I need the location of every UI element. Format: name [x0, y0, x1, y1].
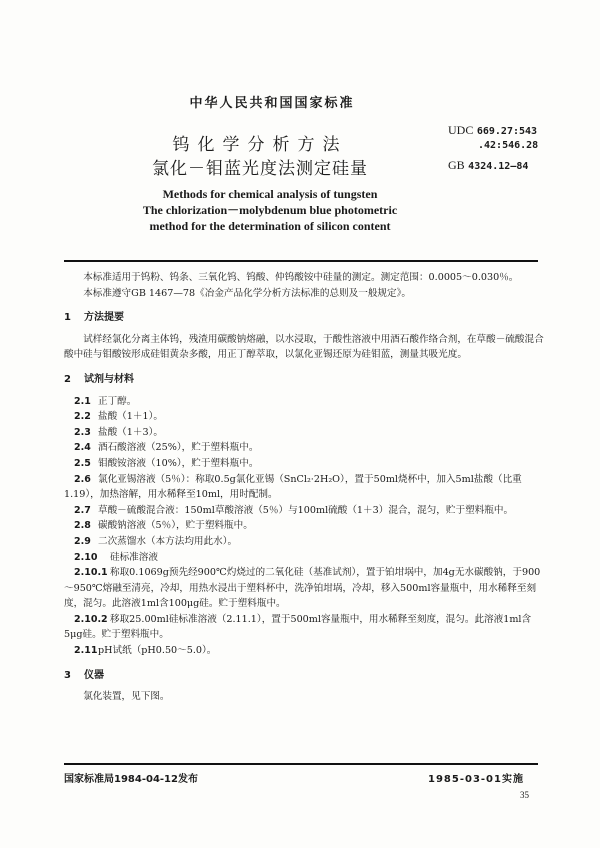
- udc-line-1: 669.27:543: [476, 126, 538, 137]
- list-item: 2.3 盐酸（1＋3）。: [74, 426, 163, 438]
- list-item: 2.10.1 称取0.1069g预先经900℃灼烧过的二氧化硅（基准试剂），置于铂坩埚中，加4g无水碳酸钠，于900～950℃熔融至清亮，冷却，用热水浸出于塑料杯中，洗净铂坩埚，冷却，移入500ml容量瓶中，用水稀释至刻度，混匀。此溶液1ml含100μg硅。贮于塑料瓶中。: [64, 567, 541, 610]
- list-item: 2.4 酒石酸溶液（25%），贮于塑料瓶中。: [74, 442, 259, 454]
- page-number: 35: [520, 790, 529, 800]
- title-line-2: 氯化－钼蓝光度法测定硅量: [152, 159, 368, 179]
- list-item: 2.1 正丁醇。: [74, 395, 137, 407]
- list-item: 2.10 硅标准溶液: [74, 551, 158, 563]
- udc-classification: [448, 123, 538, 153]
- list-item: 2.11pH试纸（pH0.50～5.0）。: [74, 645, 217, 657]
- footer-divider: [64, 763, 538, 765]
- section-heading-2: 2 试剂与材料: [64, 373, 134, 385]
- english-title: [60, 186, 480, 234]
- section-heading-3: 3 仪器: [64, 669, 104, 681]
- gb-label: GB: [448, 158, 465, 172]
- gb-number: [448, 158, 528, 173]
- header-divider: [64, 260, 538, 262]
- list-item: 2.2 盐酸（1＋1）。: [74, 411, 163, 423]
- document-body: [64, 270, 544, 705]
- list-item: 2.7 草酸－硫酸混合液：150ml草酸溶液（5％）与100ml硫酸（1＋3）混合，混匀，贮于塑料瓶中。: [74, 504, 514, 516]
- section-heading-1: 1 方法提要: [64, 312, 124, 324]
- intro-scope: 本标准适用于钨粉、钨条、三氧化钨、钨酸、仲钨酸铵中硅量的测定。测定范围：0.0005～0.030％。: [83, 272, 519, 283]
- udc-label: UDC: [448, 123, 474, 137]
- list-item: 2.10.2 移取25.00ml硅标准溶液（2.11.1），置于500ml容量瓶中，用水稀释至刻度，混匀。此溶液1ml含5μg硅。贮于塑料瓶中。: [64, 613, 532, 641]
- effective-date: 1985-03-01实施: [428, 774, 524, 785]
- english-title-line: Methods for chemical analysis of tungsten: [162, 187, 378, 201]
- issue-date: 国家标准局1984-04-12发布: [64, 774, 198, 785]
- section-1-text: 试样经氯化分离主体钨，残渣用碳酸钠熔融，以水浸取，于酸性溶液中用酒石酸作络合剂，在草酸－硫酸混合酸中硅与钼酸铵形成硅钼黄杂多酸，用正丁醇萃取，以氯化亚锡还原为硅钼蓝，测量其吸光度。: [64, 333, 544, 361]
- gb-number-value: 4324.12—84: [468, 161, 529, 172]
- section-3-text: 氯化装置，见下图。: [83, 691, 170, 703]
- list-item: 2.9 二次蒸馏水（本方法均用此水）。: [74, 535, 238, 547]
- list-item: 2.8 碳酸钠溶液（5％），贮于塑料瓶中。: [74, 520, 253, 532]
- list-item: 2.6 氯化亚锡溶液（5％）：称取0.5g氯化亚锡（SnCl₂·2H₂O），置于50ml烧杯中，加入5ml盐酸（比重1.19），加热溶解，用水稀释至10ml，用时配制。: [64, 473, 522, 501]
- english-title-line: The chlorization－molybdenum blue photometric: [142, 203, 398, 217]
- national-standard-heading: 中华人民共和国国家标准: [189, 96, 355, 111]
- intro-compliance: 本标准遵守GB 1467—78《冶金产品化学分析方法标准的总则及一般规定》。: [83, 287, 411, 299]
- udc-line-2: .42:546.28: [478, 140, 539, 151]
- list-item: 2.5 钼酸铵溶液（10%），贮于塑料瓶中。: [74, 457, 259, 469]
- english-title-line: method for the determination of silicon content: [149, 219, 391, 233]
- title-line-1: 钨化学分析方法: [172, 135, 348, 155]
